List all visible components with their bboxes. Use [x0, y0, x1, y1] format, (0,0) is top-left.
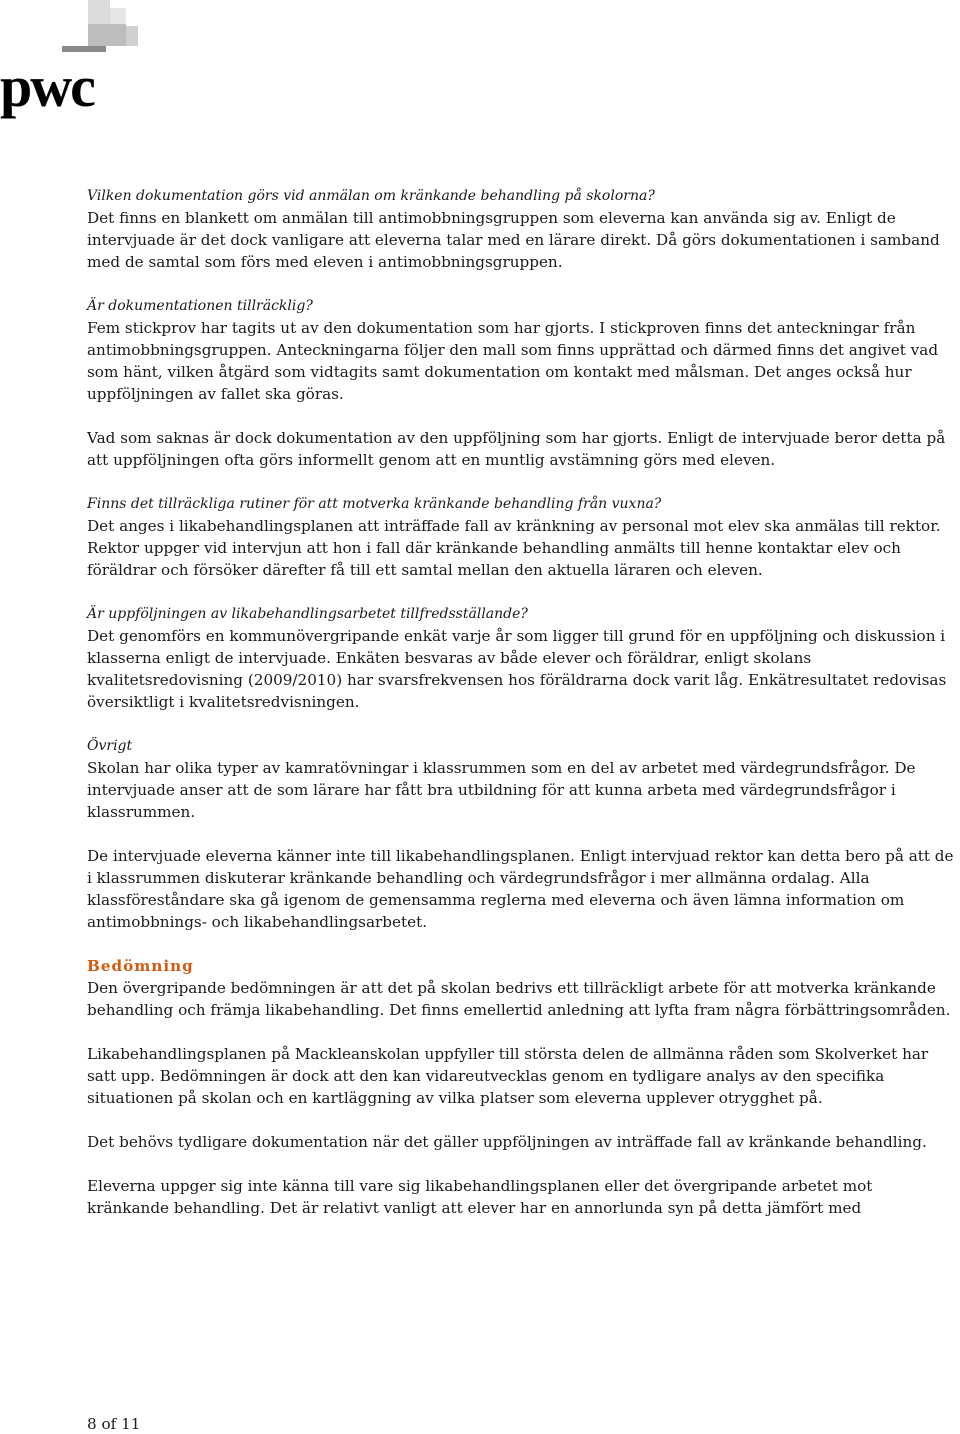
pwc-logo — [0, 0, 150, 119]
paragraph: Det genomförs en kommunövergripande enkät varje år som ligger till grund för en uppföljning och diskussion i klasserna enligt de intervjuade. Enkäten besvaras av både elever och föräldrar, enligt skolans kvalitetsredovisning (2009/2010) har svarsfrekvensen hos föräldrarna dock varit låg. Enkätresultatet redovisas översiktligt i kvalitetsredvisningen. — [87, 627, 947, 711]
paragraph: Det behövs tydligare dokumentation när det gäller uppföljningen av inträffade fall av kränkande behandling. — [87, 1133, 927, 1151]
section-documentation — [87, 185, 957, 273]
section-question: Övrigt — [87, 738, 133, 754]
paragraph: De intervjuade eleverna känner inte till likabehandlingsplanen. Enligt intervjuad rektor kan detta bero på att de i klassrummen diskuterar kränkande behandling och värdegrundsfrågor i mer allmänna ordalag. Alla klassföreståndare ska gå igenom de gemensamma reglerna med eleverna och även lämna information om antimobbnings- och likabehandlingsarbetet. — [87, 847, 954, 931]
section-question: Är dokumentationen tillräcklig? — [87, 298, 313, 314]
logo-block — [88, 24, 126, 46]
section-routines — [87, 493, 957, 581]
page-number: 8 of 11 — [87, 1415, 141, 1433]
section-assessment — [87, 955, 957, 1219]
section-question: Är uppföljningen av likabehandlingsarbetet tillfredsställande? — [87, 606, 528, 622]
logo-block — [126, 26, 138, 46]
paragraph: Skolan har olika typer av kamratövningar i klassrummen som en del av arbetet med värdegrundsfrågor. De intervjuade anser att de som lärare har fått bra utbildning för att kunna arbeta med värdegrundsfrågor i klassrummen. — [87, 759, 916, 821]
section-question: Vilken dokumentation görs vid anmälan om kränkande behandling på skolorna? — [87, 188, 655, 204]
assessment-heading: Bedömning — [87, 957, 194, 975]
section-sufficiency — [87, 295, 957, 471]
paragraph: Eleverna uppger sig inte känna till vare sig likabehandlingsplanen eller det övergripande arbetet mot kränkande behandling. Det är relativt vanligt att elever har en annorlunda syn på detta jämfört med — [87, 1177, 873, 1217]
paragraph: Vad som saknas är dock dokumentation av den uppföljning som har gjorts. Enligt de intervjuade beror detta på att uppföljningen ofta görs informellt genom att en muntlig avstämning görs med eleven. — [87, 429, 946, 469]
paragraph: Fem stickprov har tagits ut av den dokumentation som har gjorts. I stickproven finns det anteckningar från antimobbningsgruppen. Anteckningarna följer den mall som finns upprättad och därmed finns det angivet vad som hänt, vilken åtgärd som vidtagits samt dokumentation om kontakt med målsman. Det anges också hur uppföljningen av fallet ska göras. — [87, 319, 939, 403]
document-body — [87, 185, 957, 1241]
section-followup — [87, 603, 957, 713]
paragraph: Likabehandlingsplanen på Mackleanskolan uppfyller till största delen de allmänna råden som Skolverket har satt upp. Bedömningen är dock att den kan vidareutvecklas genom en tydligare analys av den specifika situationen på skolan och en kartläggning av vilka platser som eleverna upplever otrygghet på. — [87, 1045, 929, 1107]
paragraph: Den övergripande bedömningen är att det på skolan bedrivs ett tillräckligt arbete för att motverka kränkande behandling och främja likabehandling. Det finns emellertid anledning att lyfta fram några förbättringsområden. — [87, 979, 951, 1019]
logo-wordmark: pwc — [0, 54, 94, 119]
section-question: Finns det tillräckliga rutiner för att motverka kränkande behandling från vuxna? — [87, 496, 662, 512]
paragraph: Det anges i likabehandlingsplanen att inträffade fall av kränkning av personal mot elev ska anmälas till rektor. Rektor uppger vid intervjun att hon i fall där kränkande behandling anmälts till henne kontaktar elev och föräldrar och försöker därefter få till ett samtal mellan den aktuella läraren och eleven. — [87, 517, 941, 579]
section-other — [87, 735, 957, 933]
logo-block — [62, 46, 106, 52]
paragraph: Det finns en blankett om anmälan till antimobbningsgruppen som eleverna kan använda sig av. Enligt de intervjuade är det dock vanligare att eleverna talar med en lärare direkt. Då görs dokumentationen i samband med de samtal som förs med eleven i antimobbningsgruppen. — [87, 209, 940, 271]
logo-block — [88, 0, 110, 24]
